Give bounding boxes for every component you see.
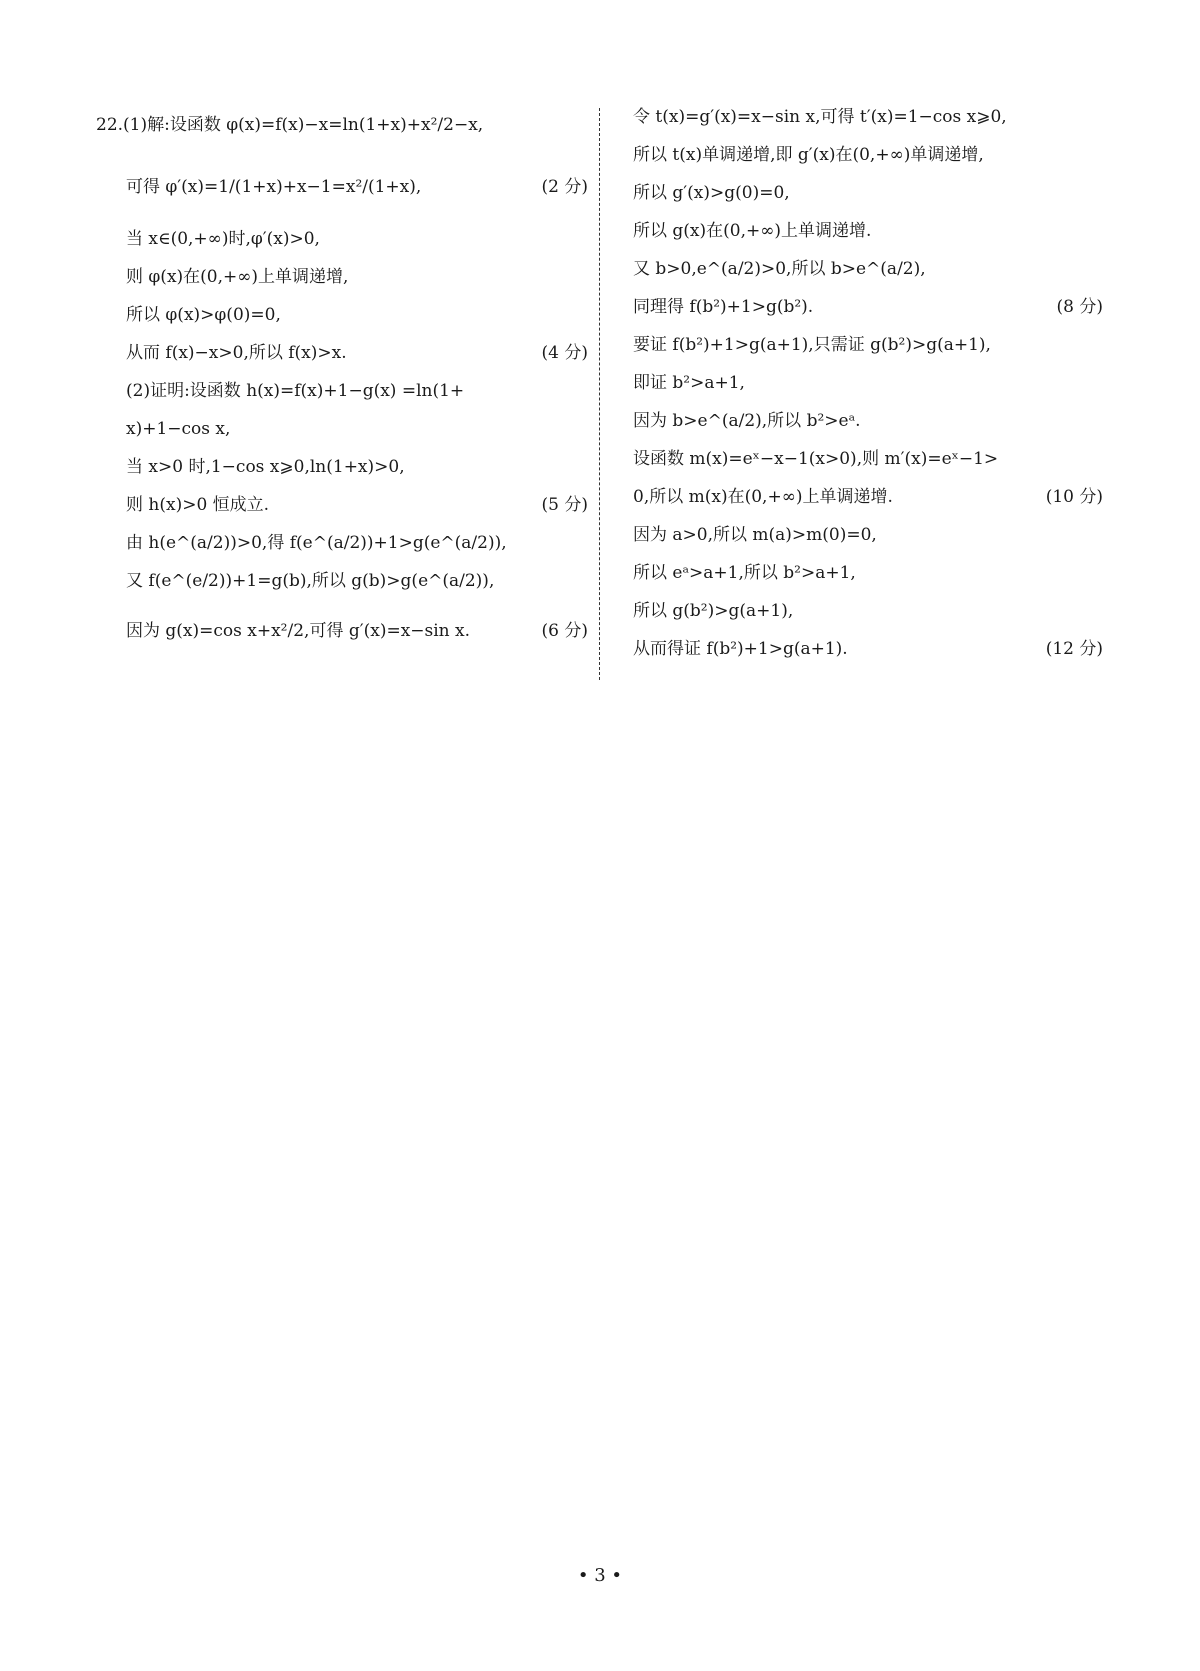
score-label: (4 分) [541, 343, 588, 363]
line-text: 当 x∈(0,+∞)时,φ′(x)>0, [126, 229, 320, 249]
line-text: 0,所以 m(x)在(0,+∞)上单调递增. [633, 487, 893, 507]
line-text: 令 t(x)=g′(x)=x−sin x,可得 t′(x)=1−cos x⩾0, [633, 107, 1007, 127]
line-text: 所以 t(x)单调递增,即 g′(x)在(0,+∞)单调递增, [633, 145, 984, 165]
line-text: 又 b>0,e^(a/2)>0,所以 b>e^(a/2), [633, 259, 926, 279]
line-text: 设函数 m(x)=eˣ−x−1(x>0),则 m′(x)=eˣ−1> [633, 449, 999, 469]
line-text: 所以 g(b²)>g(a+1), [633, 601, 794, 621]
line-text: x)+1−cos x, [126, 419, 231, 439]
line-text: 要证 f(b²)+1>g(a+1),只需证 g(b²)>g(a+1), [633, 335, 991, 355]
solution-line [96, 566, 588, 596]
line-text: 由 h(e^(a/2))>0,得 f(e^(a/2))+1>g(e^(a/2)), [126, 533, 507, 553]
solution-line [633, 292, 1103, 322]
line-text: 则 φ(x)在(0,+∞)上单调递增, [126, 267, 349, 287]
solution-line [96, 338, 588, 368]
line-text: 所以 φ(x)>φ(0)=0, [126, 305, 281, 325]
solution-line [96, 616, 588, 646]
solution-line [633, 254, 1103, 284]
score-label: (6 分) [541, 621, 588, 641]
solution-line [96, 414, 588, 444]
page-number: • 3 • [577, 1565, 623, 1586]
line-text: 从而得证 f(b²)+1>g(a+1). [633, 639, 848, 659]
solution-line [96, 452, 588, 482]
solution-line [633, 558, 1103, 588]
line-text: 同理得 f(b²)+1>g(b²). [633, 297, 814, 317]
line-text: 即证 b²>a+1, [633, 373, 745, 393]
line-text: 所以 g(x)在(0,+∞)上单调递增. [633, 221, 872, 241]
column-divider [599, 108, 600, 680]
solution-line [633, 444, 1103, 474]
solution-line [633, 216, 1103, 246]
score-label: (2 分) [541, 177, 588, 197]
solution-line [96, 528, 588, 558]
solution-line [633, 140, 1103, 170]
line-text: 因为 a>0,所以 m(a)>m(0)=0, [633, 525, 877, 545]
line-text: 则 h(x)>0 恒成立. [126, 495, 270, 515]
solution-line [633, 596, 1103, 626]
solution-line [633, 520, 1103, 550]
line-text: 当 x>0 时,1−cos x⩾0,ln(1+x)>0, [126, 457, 405, 477]
line-text: 从而 f(x)−x>0,所以 f(x)>x. [126, 343, 347, 363]
score-label: (10 分) [1045, 487, 1103, 507]
score-label: (5 分) [541, 495, 588, 515]
line-text: 所以 g′(x)>g(0)=0, [633, 183, 790, 203]
solution-line [96, 262, 588, 292]
solution-line [633, 368, 1103, 398]
solution-line [633, 330, 1103, 360]
solution-line [96, 224, 588, 254]
score-label: (8 分) [1056, 297, 1103, 317]
solution-line [633, 634, 1103, 664]
solution-line [96, 300, 588, 330]
solution-line [96, 110, 588, 140]
solution-line [633, 406, 1103, 436]
solution-line [96, 172, 588, 202]
solution-line [96, 490, 588, 520]
line-text: 又 f(e^(e/2))+1=g(b),所以 g(b)>g(e^(a/2)), [126, 571, 495, 591]
line-text: 因为 g(x)=cos x+x²/2,可得 g′(x)=x−sin x. [126, 621, 471, 641]
solution-line [633, 178, 1103, 208]
solution-line [633, 102, 1103, 132]
line-text: 可得 φ′(x)=1/(1+x)+x−1=x²/(1+x), [126, 177, 422, 197]
line-text: 所以 eᵃ>a+1,所以 b²>a+1, [633, 563, 856, 583]
score-label: (12 分) [1045, 639, 1103, 659]
solution-line [633, 482, 1103, 512]
line-text: (2)证明:设函数 h(x)=f(x)+1−g(x) =ln(1+ [126, 381, 465, 401]
line-text: 因为 b>e^(a/2),所以 b²>eᵃ. [633, 411, 861, 431]
line-text: 22.(1)解:设函数 φ(x)=f(x)−x=ln(1+x)+x²/2−x, [96, 115, 484, 135]
solution-line [96, 376, 588, 406]
